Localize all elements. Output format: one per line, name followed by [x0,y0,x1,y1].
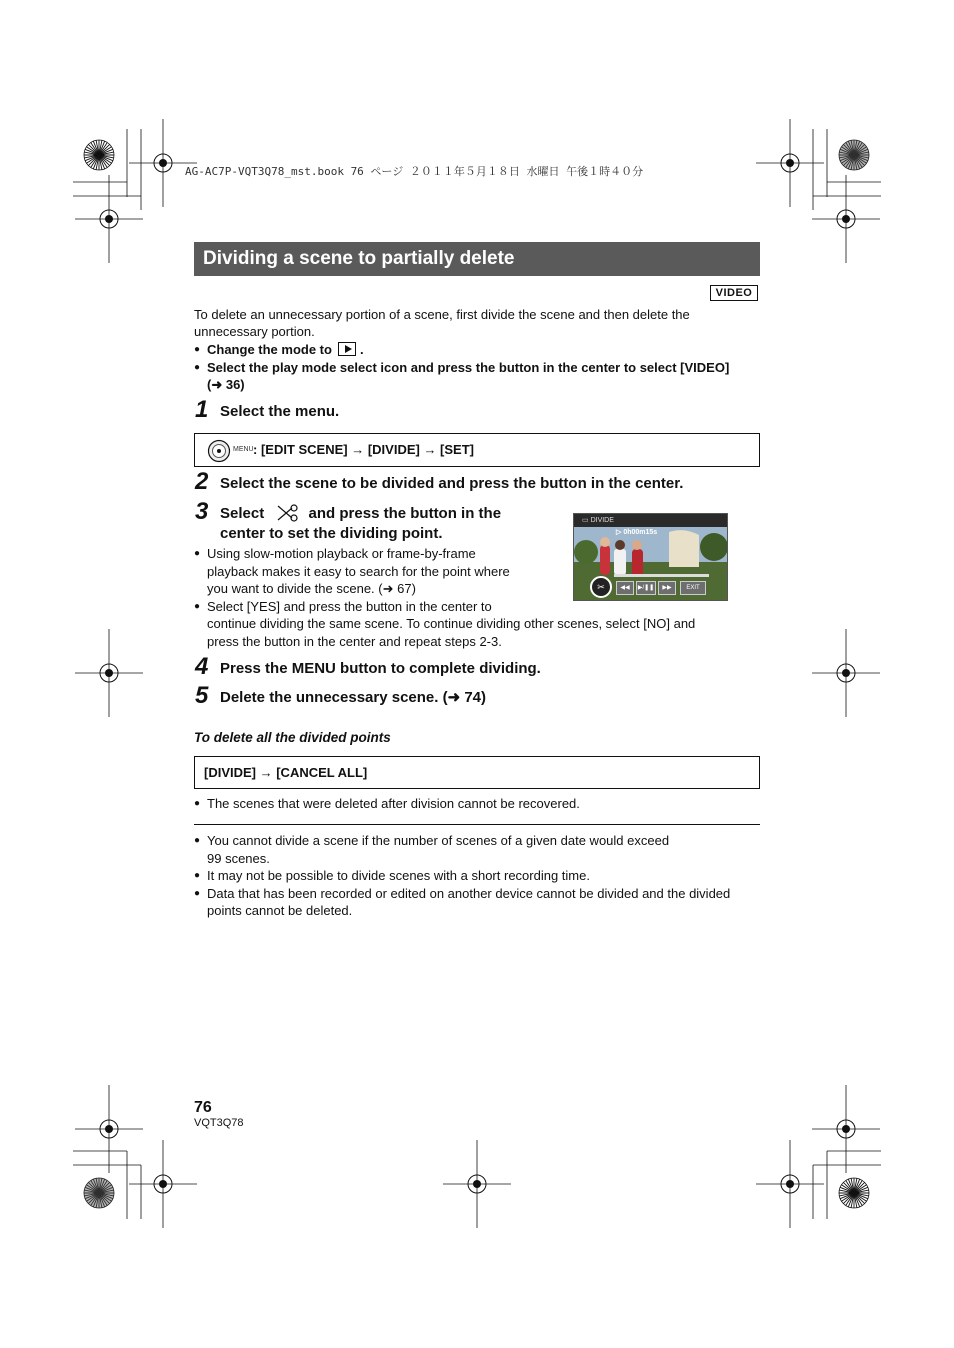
step-1-text: Select the menu. [220,403,340,420]
step-3-rest: and press the button in the [308,505,502,522]
scissors-icon [276,504,298,522]
intro-bullet-1 [207,341,364,359]
bullet: ● [194,362,201,373]
screen-timecode-text: 0h00m15s [623,529,658,536]
step-2-number: 2 [195,468,209,495]
page-title: Dividing a scene to partially delete [194,242,760,276]
step-3-select: Select [220,505,265,522]
step-1-number: 1 [195,396,209,423]
camera-divide-screen [573,513,728,601]
screen-scissors-button: ✂ [590,576,612,598]
intro-line-2: unnecessary portion. [194,324,315,339]
intro-bullet-1-text: Change the mode to [207,342,332,357]
note-3-line-1: Data that has been recorded or edited on another device cannot be divided and the divided [207,886,731,901]
step-3-note-2-line-2: continue dividing the same scene. To continue dividing other scenes, select [NO] and [207,616,696,631]
screen-rewind-button: ◀◀ [616,581,634,595]
cancel-all-path: [DIVIDE] → [CANCEL ALL] [204,765,368,780]
screen-timecode: ▷ 0h00m15s [616,529,658,536]
step-3-note-2-line-1: Select [YES] and press the button in the center to [207,599,492,614]
bullet: ● [194,870,201,881]
bullet: ● [194,344,201,355]
step-4-number: 4 [195,653,209,680]
note-3-line-2: points cannot be deleted. [207,903,353,918]
bullet: ● [194,601,201,612]
page-number: 76 [194,1099,212,1116]
step-3-number: 3 [195,498,209,525]
bullet: ● [194,835,201,846]
video-mode-badge: VIDEO [710,285,758,301]
document-code: VQT3Q78 [194,1117,244,1129]
note-1-line-2: 99 scenes. [207,851,270,866]
step-5-number: 5 [195,682,209,709]
bullet: ● [194,888,201,899]
step-2-text: Select the scene to be divided and press the button in the center. [220,475,684,492]
screen-exit-button: EXIT [680,581,706,595]
step-3-note-1-line-2: playback makes it easy to search for the point where [207,564,510,579]
screen-play-pause-button: ▶/❚❚ [636,581,656,595]
divided-section-heading: To delete all the divided points [194,730,391,745]
note-1-line-1: You cannot divide a scene if the number of scenes of a given date would exceed [207,833,670,848]
step-5-text: Delete the unnecessary scene. (➜ 74) [220,689,487,706]
intro-bullet-2-line-1: Select the play mode select icon and press the button in the center to select [VIDEO] [207,360,730,375]
screen-divide-label: DIVIDE [590,517,614,524]
note-2: It may not be possible to divide scenes with a short recording time. [207,868,590,883]
step-3-line-1 [220,504,501,524]
screen-progress-bar [614,574,709,577]
menu-label: MENU [233,446,254,453]
screen-forward-button: ▶▶ [658,581,676,595]
play-mode-icon [338,342,356,356]
menu-joystick-icon [207,439,231,463]
step-3-note-1-line-3: you want to divide the scene. (➜ 67) [207,581,416,596]
bullet: ● [194,548,201,559]
section-divider [194,824,760,825]
print-file-info: AG-AC7P-VQT3Q78_mst.book 76 ページ ２０１１年５月１８日 水曜日 午後１時４０分 [185,165,644,178]
screen-header: ▭ DIVIDE [574,514,727,527]
menu-path-text: : [EDIT SCENE] → [DIVIDE] → [SET] [253,442,474,457]
step-3-note-1-line-1: Using slow-motion playback or frame-by-frame [207,546,476,561]
step-3-note-2-line-3: press the button in the center and repeat steps 2-3. [207,634,502,649]
bullet: ● [194,798,201,809]
menu-path-box [194,433,760,467]
divided-note: The scenes that were deleted after division cannot be recovered. [207,796,580,811]
step-4-text: Press the MENU button to complete dividing. [220,660,541,677]
intro-bullet-2-line-2: (➜ 36) [207,377,245,392]
step-3-line-2: center to set the dividing point. [220,525,443,542]
cancel-all-box [194,756,760,789]
intro-bullet-1-end: . [359,342,364,357]
intro-line-1: To delete an unnecessary portion of a scene, first divide the scene and then delete the [194,307,690,322]
